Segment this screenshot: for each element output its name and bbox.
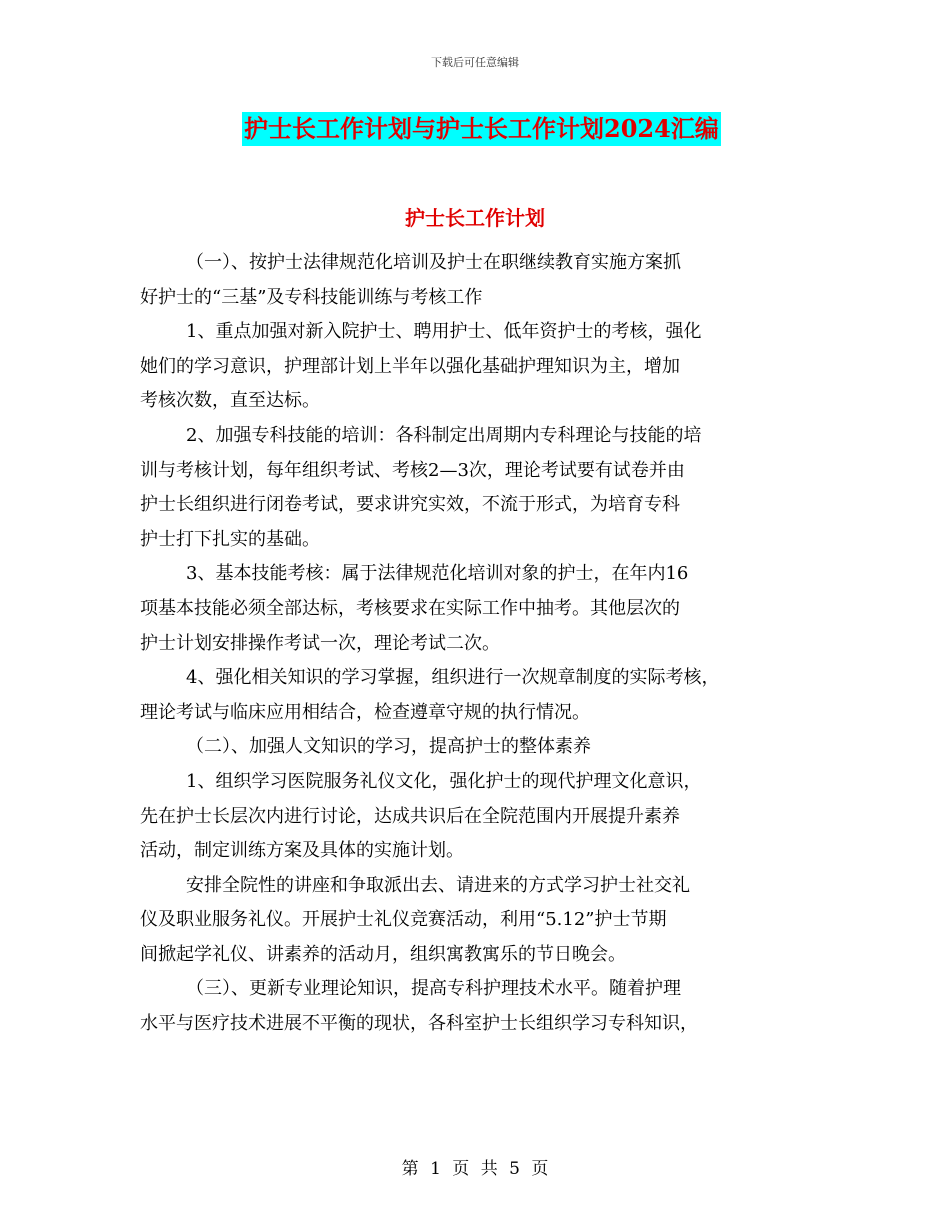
text-line: （一）、按护士法律规范化培训及护士在职继续教育实施方案抓 <box>186 252 681 273</box>
text-line: 活动，制定训练方案及具体的实施计划。 <box>140 840 464 862</box>
text-line: （二）、加强人文知识的学习，提高护士的整体素养 <box>186 736 591 758</box>
text-line: 安排全院性的讲座和争取派出去、请进来的方式学习护士社交礼 <box>186 874 690 896</box>
text-line: 间掀起学礼仪、讲素养的活动月，组织寓教寓乐的节日晚会。 <box>140 943 626 965</box>
text-line: 项基本技能必须全部达标，考核要求在实际工作中抽考。其他层次的 <box>140 597 680 619</box>
text-line: 3、基本技能考核：属于法律规范化培训对象的护士，在年内16 <box>186 563 689 585</box>
text-line: 好护士的“三基”及专科技能训练与考核工作 <box>140 286 483 308</box>
text-line: 她们的学习意识，护理部计划上半年以强化基础护理知识为主，增加 <box>140 355 680 377</box>
text-line: 1、重点加强对新入院护士、聘用护士、低年资护士的考核，强化 <box>186 321 702 343</box>
text-line: 护士打下扎实的基础。 <box>140 528 320 550</box>
page-footer: 第 1 页 共 5 页 <box>401 1159 549 1179</box>
text-line: 1、组织学习医院服务礼仪文化，强化护士的现代护理文化意识， <box>186 770 702 792</box>
text-line: 训与考核计划，每年组织考试、考核2—3次，理论考试要有试卷并由 <box>140 459 685 481</box>
text-line: 2、加强专科技能的培训：各科制定出周期内专科理论与技能的培 <box>186 424 702 446</box>
section-title: 护士长工作计划 <box>405 206 545 230</box>
text-line: 护士长组织进行闭卷考试，要求讲究实效，不流于形式，为培育专科 <box>140 494 680 516</box>
text-line: 先在护士长层次内进行讨论，达成共识后在全院范围内开展提升素养 <box>140 805 680 827</box>
page-header: 下载后可任意编辑 <box>431 56 519 69</box>
text-line: 水平与医疗技术进展不平衡的现状，各科室护士长组织学习专科知识， <box>140 1013 698 1035</box>
document-body <box>140 246 812 1042</box>
text-line: 4、强化相关知识的学习掌握，组织进行一次规章制度的实际考核， <box>186 667 720 689</box>
text-line: （三）、更新专业理论知识，提高专科护理技术水平。随着护理 <box>186 978 681 1000</box>
text-line: 考核次数，直至达标。 <box>140 390 320 412</box>
text-line: 护士计划安排操作考试一次，理论考试二次。 <box>140 632 500 654</box>
document-title: 护士长工作计划与护士长工作计划2024汇编 <box>242 112 721 146</box>
text-line: 仪及职业服务礼仪。开展护士礼仪竞赛活动，利用“5.12”护士节期 <box>140 909 667 931</box>
text-line: 理论考试与临床应用相结合，检查遵章守规的执行情况。 <box>140 701 590 723</box>
